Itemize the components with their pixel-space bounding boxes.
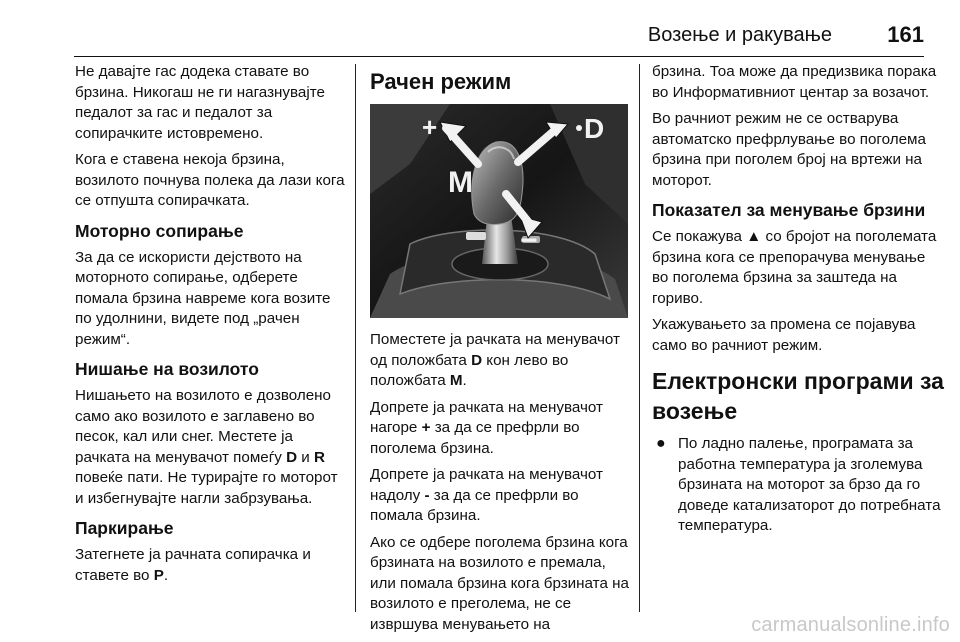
gear-d: D [286, 448, 298, 466]
gear-p: P [153, 566, 164, 584]
header-rule [74, 56, 924, 57]
gear-r: R [313, 448, 325, 466]
paragraph: За да се искористи дејството на моторното сопирање, одберете помала брзина навреме кога возите по удолнини, видете под „рачен режим“. [75, 248, 331, 348]
paragraph: Не давајте гас додека ставате во брзина. Никогаш не ги нагазнувајте педалот за гас и педалот за сопирачките истовремено. [75, 63, 325, 142]
plus-symbol: + [421, 419, 431, 436]
figure-label-m: M [448, 166, 473, 199]
column-middle [370, 62, 632, 641]
list-item [656, 434, 944, 537]
heading-shift-indicator: Показател за менување брзини [652, 200, 926, 220]
figure-label-d: D [584, 113, 605, 144]
column-left [75, 62, 347, 592]
figure-label-plus: + [422, 112, 438, 142]
heading-electronic-programs: Електронски програми за возење [652, 368, 944, 424]
minus-symbol: - [424, 486, 430, 504]
list-item-text: По ладно палење, програмата за работна температура ја зголемува брзината на моторот за брзо да го доведе катализаторот до потребната температура. [678, 435, 941, 534]
figure-label-minus: − [520, 224, 538, 257]
page-header [0, 0, 960, 62]
gear-d: D [471, 351, 483, 369]
paragraph: Ако се одбере поголема брзина кога брзината на возилото е премала, или помала брзина кога брзината на возилото е преголема, не се извршува менувањето на [370, 533, 629, 633]
paragraph: Кога е ставена некоја брзина, возилото почнува полека да лази кога се отпушта сопирачката. [75, 151, 345, 209]
paragraph: Укажувањето за промена се појавува само во рачниот режим. [652, 316, 916, 354]
paragraph: Допрете ја рачката на менувачот надолу - за да се префрли во помала брзина. [370, 466, 603, 524]
gear-lever-figure [370, 104, 628, 318]
gear-lever-illustration [370, 104, 628, 318]
paragraph: Се покажува ▲ со бројот на поголемата брзина кога се препорачува менување во поголема брзина за заштеда на гориво. [652, 228, 937, 307]
paragraph: Нишањето на возилото е дозволено само ако возилото е заглавено во песок, кал или снег. Местете ја рачката на менувачот помеѓу D и R повеќе пати. Не турирајте го моторот и избегнувајте нагли забрзувања. [75, 387, 338, 507]
heading-parking: Паркирање [75, 518, 174, 538]
paragraph: Затегнете ја рачната сопирачка и ставете во P. [75, 546, 311, 584]
bullet-icon: ● [656, 435, 666, 452]
heading-engine-braking: Моторно сопирање [75, 220, 244, 241]
column-divider [355, 64, 356, 612]
section-title: Возење и ракување [647, 24, 832, 46]
paragraph: Поместете ја рачката на менувачот од положбата D кон лево во положбата M. [370, 331, 620, 389]
heading-manual-mode: Рачен режим [370, 69, 512, 94]
column-right [652, 62, 944, 537]
column-divider [639, 64, 640, 612]
gear-m: M [449, 372, 463, 389]
page-number: 161 [887, 22, 924, 47]
paragraph: Во рачниот режим не се остварува автоматско префрлување во поголема брзина при поголем број на вртежи на моторот. [652, 110, 926, 189]
heading-rocking: Нишање на возилото [75, 359, 259, 379]
paragraph: Допрете ја рачката на менувачот нагоре + за да се префрли во поголема брзина. [370, 398, 603, 457]
watermark: carmanualsonline.info [751, 614, 950, 636]
paragraph: брзина. Тоа може да предизвика порака во Информативниот центар за возачот. [652, 63, 937, 101]
